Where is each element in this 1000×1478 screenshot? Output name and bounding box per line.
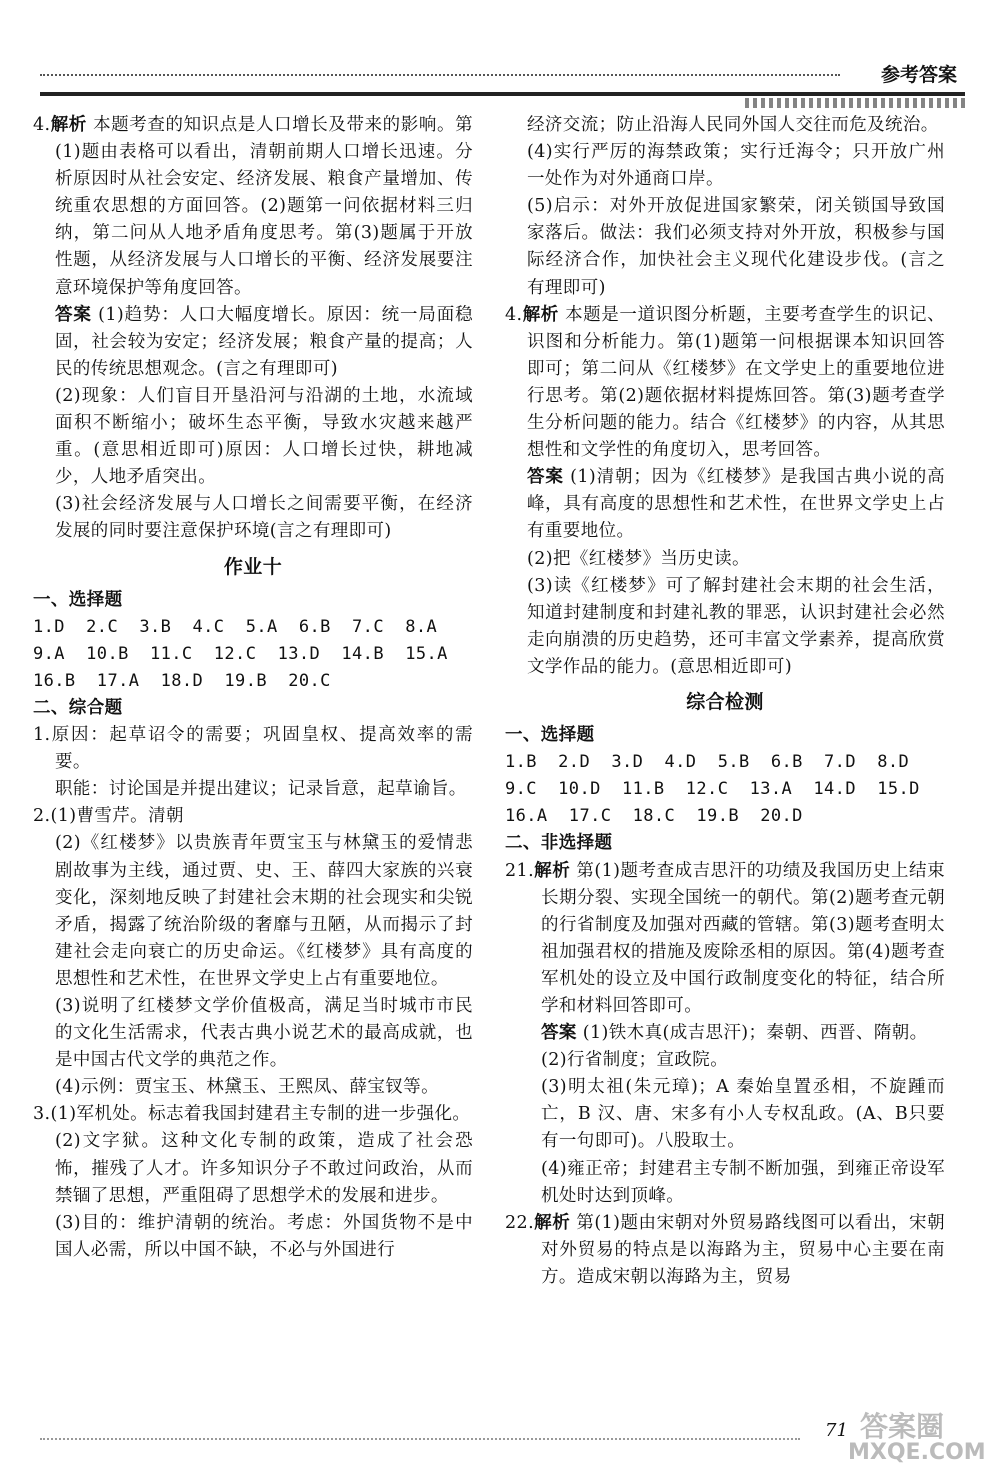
mc-heading: 一、选择题 (33, 589, 123, 610)
page-header (40, 60, 965, 110)
q21-analysis: 21.解析 第(1)题考查成吉思汗的功绩及我国历史上结束长期分裂、实现全国统一的朝代。第(2)题考查元朝的行省制度及加强对西藏的管辖。第(3)题考查明太祖加强君权的措施及废除丞相的原因。第(4)题考查军机处的设立及中国行政制度变化的特征，结合所学和材料回答即可。 (505, 860, 945, 1016)
q22-analysis: 22.解析 第(1)题由宋朝对外贸易路线图可以看出，宋朝对外贸易的特点是以海路为主，贸易中心主要在南方。造成宋朝以海路为主，贸易 (505, 1212, 945, 1287)
q21-answer-3: (3)明太祖(朱元璋)；A 秦始皇置丞相，不旋踵而亡，B 汉、唐、宋多有小人专权乱政。(A、B只要有一句即可)。八股取士。 (541, 1077, 945, 1152)
mc-answers-row-2: 9.A 10.B 11.C 12.C 13.D 14.B 15.A (33, 643, 448, 664)
header-decoration (745, 98, 965, 108)
right-column (505, 112, 945, 1291)
q21-answer-2: (2)行省制度；宣政院。 (541, 1050, 729, 1071)
answer-1: 1.原因：起草诏令的需要；巩固皇权、提高效率的需要。 (33, 725, 473, 773)
answer-2d: (4)示例：贾宝玉、林黛玉、王熙凤、薛宝钗等。 (55, 1077, 439, 1098)
page-number: 71 (825, 1420, 848, 1441)
answer-2b: (2)《红楼梦》以贵族青年贾宝玉与林黛玉的爱情悲剧故事为主线，通过贾、史、王、薛四大家族的兴衰变化，深刻地反映了封建社会末期的社会现实和尖锐矛盾，揭露了统治阶级的奢靡与丑陋，从而揭示了封建社会走向衰亡的历史命运。《红楼梦》具有高度的思想性和艺术性，在世界文学史上占有重要地位。 (55, 833, 473, 989)
watermark-url: MXQE.COM (848, 1440, 986, 1465)
watermark-logo: 答案圈 (860, 1410, 945, 1443)
q4-answer-right-1: 答案 (1)清朝；因为《红楼梦》是我国古典小说的高峰，具有高度的思想性和艺术性，在世界文学史上占有重要地位。 (527, 467, 945, 542)
mc-answers-row-3: 16.B 17.A 18.D 19.B 20.C (33, 670, 331, 691)
q4-answer-3: (3)社会经济发展与人口增长之间需要平衡，在经济发展的同时要注意保护环境(言之有理即可) (55, 494, 473, 542)
mc-answers-right-row-3: 16.A 17.C 18.C 19.B 20.D (505, 806, 803, 827)
answer-3d: (4)实行严厉的海禁政策；实行迁海令；只开放广州一处作为对外通商口岸。 (527, 142, 945, 190)
footer-dotted-line (40, 1438, 800, 1440)
mc-heading-right: 一、选择题 (505, 725, 595, 746)
answer-3c-continued: 经济交流；防止沿海人民同外国人交往而危及统治。 (527, 115, 939, 135)
answer-3c: (3)目的：维护清朝的统治。考虑：外国货物不是中国人必需，所以中国不缺，不必与外国进行 (55, 1212, 473, 1260)
header-dotted-line (40, 74, 840, 76)
answer-3e: (5)启示：对外开放促进国家繁荣，闭关锁国导致国家落后。做法：我们必须支持对外开放，积极参与国际经济合作，加快社会主义现代化建设步伐。(言之有理即可) (527, 196, 945, 298)
left-column (33, 112, 473, 1264)
answer-2c: (3)说明了红楼梦文学价值极高，满足当时城市市民的文化生活需求，代表古典小说艺术的最高成就，也是中国古代文学的典范之作。 (55, 996, 473, 1071)
mc-answers-right-row-1: 1.B 2.D 3.D 4.D 5.B 6.B 7.D 8.D (505, 752, 910, 773)
q4-analysis: 4.解析 本题考查的知识点是人口增长及带来的影响。第(1)题由表格可以看出，清朝前期人口增长迅速。分析原因时从社会安定、经济发展、粮食产量增加、传统重农思想的方面回答。(2)题第一问依据材料三归纳，第二问从人地矛盾角度思考。第(3)题属于开放性题，从经济发展与人口增长的平衡、经济发展要注意环境保护等角度回答。 (33, 115, 473, 298)
section-title-comprehensive-test: 综合检测 (686, 690, 764, 713)
non-mc-heading: 二、非选择题 (505, 833, 613, 854)
q21-answer-1: 答案 (1)铁木真(成吉思汗)；秦朝、西晋、隋朝。 (541, 1023, 928, 1044)
mc-answers-right-row-2: 9.C 10.D 11.B 12.C 13.A 14.D 15.D (505, 779, 920, 800)
section-title-homework-10: 作业十 (223, 555, 283, 578)
header-title: 参考答案 (880, 64, 957, 86)
q21-answer-4: (4)雍正帝；封建君主专制不断加强，到雍正帝设军机处时达到顶峰。 (541, 1158, 945, 1206)
mc-answers-row-1: 1.D 2.C 3.B 4.C 5.A 6.B 7.C 8.A (33, 616, 438, 637)
q4-answer-2: (2)现象：人们盲目开垦沿河与沿湖的土地，水流域面积不断缩小；破坏生态平衡，导致水灾越来越严重。(意思相近即可)原因：人口增长过快，耕地减少，人地矛盾突出。 (55, 385, 473, 488)
answer-1b: 职能：讨论国是并提出建议；记录旨意，起草谕旨。 (55, 779, 467, 800)
answer-2: 2.(1)曹雪芹。清朝 (33, 806, 184, 827)
header-rule (40, 92, 965, 96)
q4-answer-right-2: (2)把《红楼梦》当历史读。 (527, 548, 750, 569)
q4-analysis-right: 4.解析 本题是一道识图分析题，主要考查学生的识记、识图和分析能力。第(1)题第一问根据课本知识回答即可；第二问从《红楼梦》在文学史上的重要地位进行思考。第(2)题依据材料提炼回答。第(3)题考查学生分析问题的能力。结合《红楼梦》的内容，从其思想性和文学性的角度切入，思考回答。 (505, 304, 945, 461)
comprehensive-heading: 二、综合题 (33, 697, 123, 718)
q4-answer-1: 答案 (1)趋势：人口大幅度增长。原因：统一局面稳固，社会较为安定；经济发展；粮食产量的提高；人民的传统思想观念。(言之有理即可) (55, 304, 473, 379)
answer-3: 3.(1)军机处。标志着我国封建君主专制的进一步强化。 (33, 1104, 471, 1125)
answer-3b: (2)文字狱。这种文化专制的政策，造成了社会恐怖，摧残了人才。许多知识分子不敢过问政治，从而禁锢了思想，严重阻碍了思想学术的发展和进步。 (55, 1131, 473, 1206)
q4-answer-right-3: (3)读《红楼梦》可了解封建社会末期的社会生活，知道封建制度和封建礼教的罪恶，认识封建社会必然走向崩溃的历史趋势，还可丰富文学素养，提高欣赏文学作品的能力。(意思相近即可) (527, 575, 945, 677)
